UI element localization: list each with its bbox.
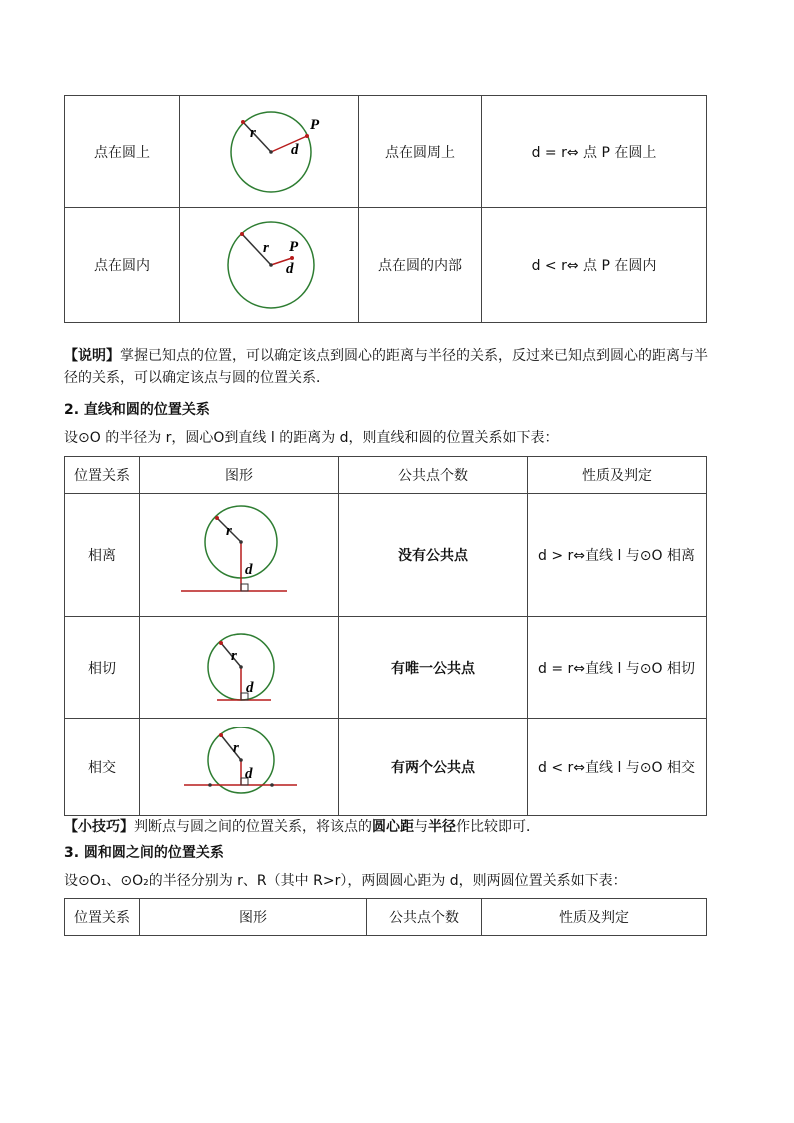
- note-line2: 径的关系，可以确定该点与圆的位置关系．: [64, 370, 330, 386]
- row-count: 有唯一公共点: [339, 617, 528, 719]
- header-cell: 图形: [140, 899, 367, 936]
- tip-paragraph: [64, 816, 540, 838]
- note-tag: 【说明】: [64, 348, 120, 364]
- distance-label: d: [246, 679, 254, 696]
- header-cell: 位置关系: [65, 457, 140, 494]
- radius-label: r: [263, 240, 269, 256]
- note-line1: 掌握已知点的位置，可以确定该点到圆心的距离与半径的关系，反过来已知点到圆心的距离与半: [120, 348, 708, 364]
- tip-text: 作比较即可．: [456, 819, 540, 835]
- figure-point-on-circle: [180, 96, 359, 208]
- radius-label: r: [226, 523, 232, 539]
- radius-label: r: [233, 740, 239, 756]
- distance-label: d: [245, 766, 253, 782]
- tip-tag: 【小技巧】: [64, 819, 134, 835]
- tip-text: 与: [414, 819, 428, 835]
- line-circle-table: [64, 456, 707, 816]
- header-cell: 公共点个数: [367, 899, 482, 936]
- point-label: P: [310, 116, 320, 133]
- distance-label: d: [245, 562, 253, 578]
- distance-label: d: [291, 141, 299, 158]
- row-count: 没有公共点: [339, 494, 528, 617]
- section3-intro: 设⊙O₁、⊙O₂的半径分别为 r、R（其中 R>r），两圆圆心距为 d，则两圆位置关系如下表：: [64, 873, 627, 889]
- header-cell: 性质及判定: [482, 899, 707, 936]
- row-label: 点在圆内: [65, 208, 180, 323]
- note-paragraph: [64, 345, 708, 389]
- row-prop: d < r⇔直线 l 与⊙O 相交: [528, 719, 707, 816]
- figure-point-in-circle: [180, 208, 359, 323]
- row-label: 相交: [65, 719, 140, 816]
- header-cell: 位置关系: [65, 899, 140, 936]
- section2-intro: 设⊙O 的半径为 r，圆心O到直线 l 的距离为 d，则直线和圆的位置关系如下表：: [64, 430, 559, 446]
- row-label: 相切: [65, 617, 140, 719]
- radius-label: r: [250, 124, 256, 141]
- point-circle-table: [64, 95, 707, 323]
- row-desc: 点在圆周上: [359, 96, 482, 208]
- tip-text: 判断点与圆之间的位置关系，将该点的: [134, 819, 372, 835]
- point-label: P: [289, 239, 299, 255]
- row-label: 点在圆上: [65, 96, 180, 208]
- header-cell: 公共点个数: [339, 457, 528, 494]
- circle-circle-table: [64, 898, 707, 936]
- figure-line-intersect: [140, 719, 339, 816]
- figure-line-separate: [140, 494, 339, 617]
- distance-label: d: [286, 261, 294, 277]
- row-prop: d > r⇔直线 l 与⊙O 相离: [528, 494, 707, 617]
- tip-emphasis: 半径: [428, 819, 456, 835]
- row-desc: 点在圆的内部: [359, 208, 482, 323]
- section2-title: 2. 直线和圆的位置关系: [64, 402, 210, 418]
- radius-label: r: [231, 647, 237, 664]
- tip-emphasis: 圆心距: [372, 819, 414, 835]
- row-prop: d < r⇔ 点 P 在圆内: [482, 208, 707, 323]
- row-label: 相离: [65, 494, 140, 617]
- row-prop: d = r⇔直线 l 与⊙O 相切: [528, 617, 707, 719]
- header-cell: 图形: [140, 457, 339, 494]
- section3-title: 3. 圆和圆之间的位置关系: [64, 845, 224, 861]
- header-cell: 性质及判定: [528, 457, 707, 494]
- row-prop: d = r⇔ 点 P 在圆上: [482, 96, 707, 208]
- figure-line-tangent: [140, 617, 339, 719]
- row-count: 有两个公共点: [339, 719, 528, 816]
